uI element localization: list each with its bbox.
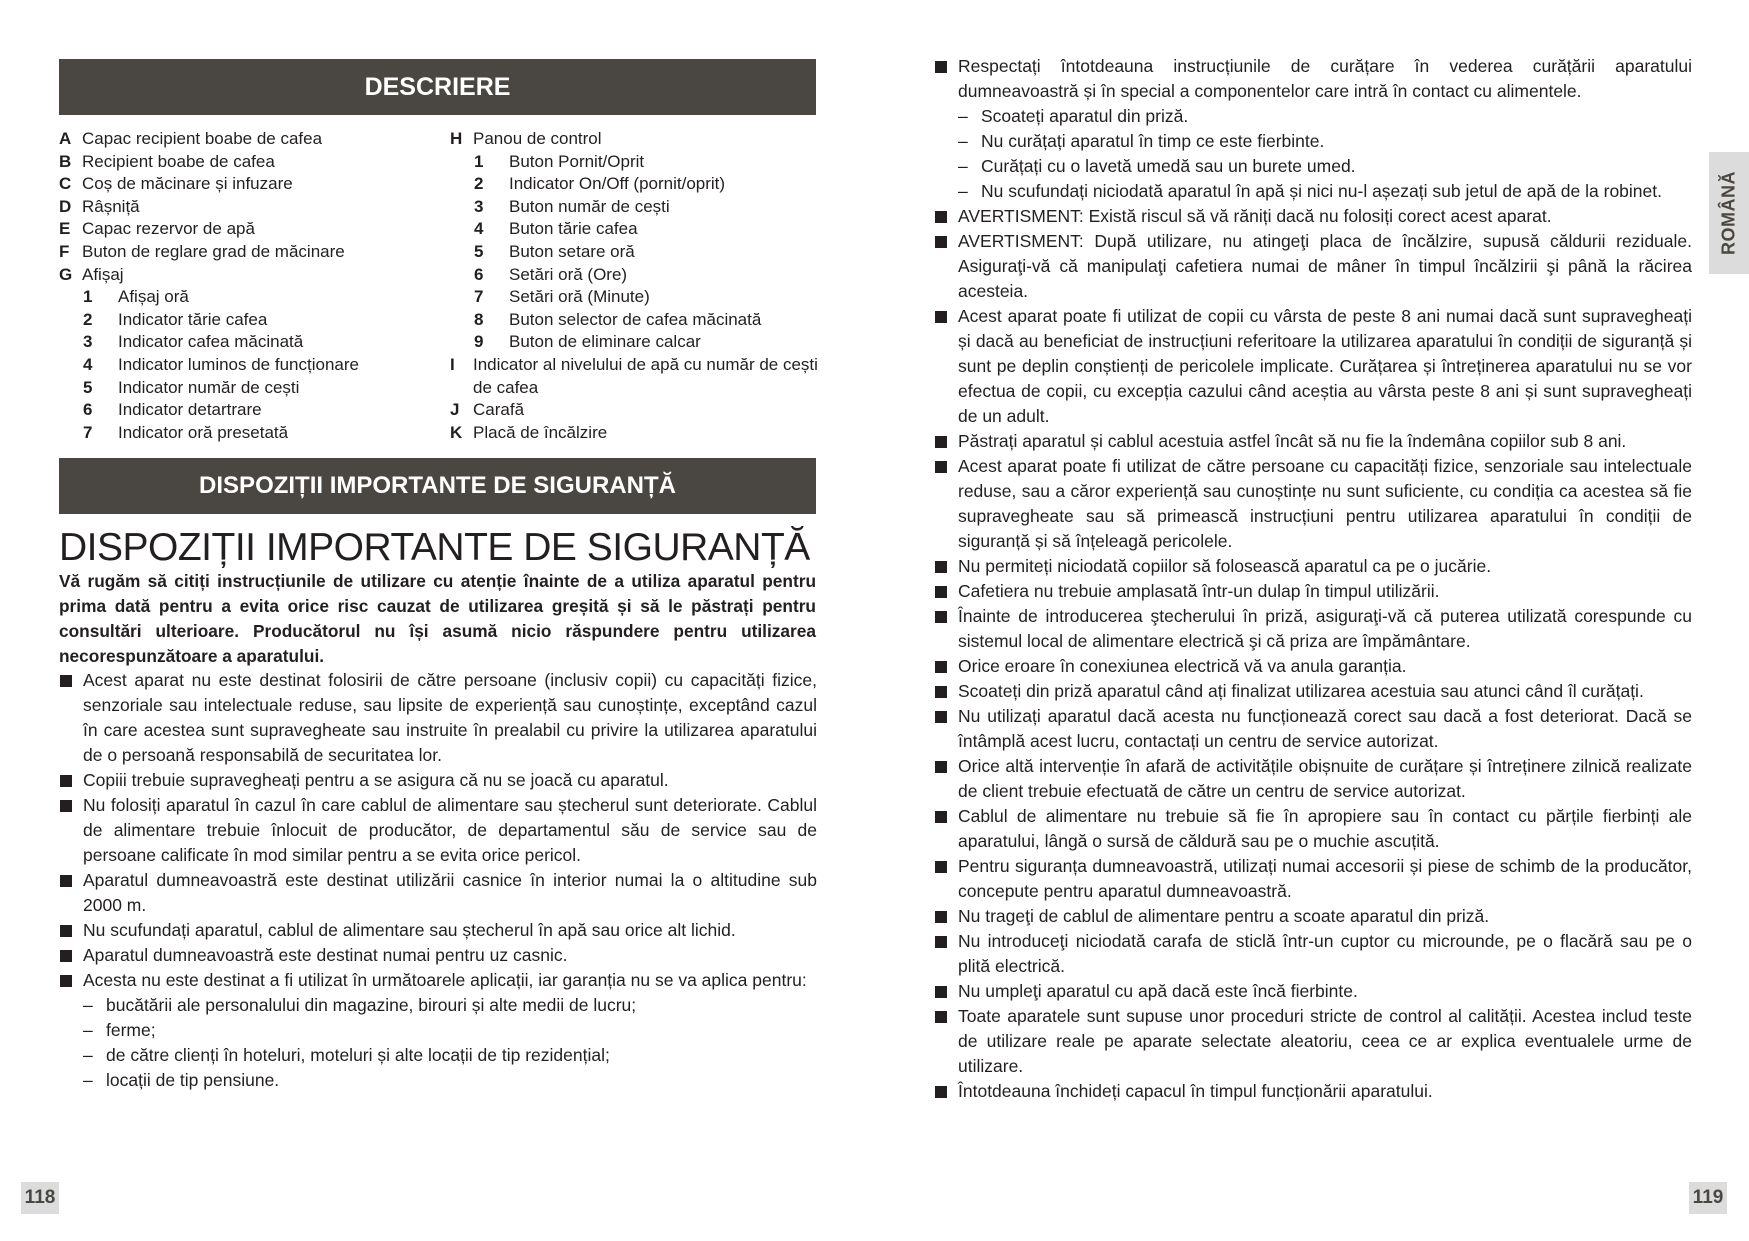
legend-item: D Râșniță: [59, 196, 140, 216]
bullet-square-icon: [935, 611, 947, 623]
list-item: Întotdeauna închideți capacul în timpul funcționării aparatului.: [934, 1079, 1692, 1104]
legend-subitem: 6 Setări oră (Ore): [474, 264, 628, 284]
bullet-square-icon: [60, 950, 72, 962]
bullet-square-icon: [935, 1086, 947, 1098]
legend-subitem: 2 Indicator On/Off (pornit/oprit): [474, 174, 726, 194]
legend-item: I Indicator al nivelului de apă cu număr de cești de cafea: [450, 354, 818, 397]
sub-list-item: – de către clienți în hoteluri, moteluri și alte locații de tip rezidențial;: [59, 1043, 817, 1068]
list-item: Toate aparatele sunt supuse unor proceduri stricte de control al calității. Acestea includ teste de utilizare reale pe aparate selectate aleatoriu, ceea ce ar explica eventualele urme de utilizare.: [934, 1004, 1692, 1079]
list-item: Nu introduceţi niciodată carafa de sticlă într-un cuptor cu microunde, pe o flacără sau pe o plită electrică.: [934, 929, 1692, 979]
list-item: Orice eroare în conexiunea electrică vă va anula garanția.: [934, 654, 1692, 679]
list-item: Acest aparat poate fi utilizat de către persoane cu capacități fizice, senzoriale sau intelectuale reduse, sau a căror experiență sau cunoștințe nu sunt suficiente, cu condiția ca acestea să fie supravegheate sau să primească instrucțiuni pentru utilizarea aparatului în condiții de siguranță și să înțeleagă pericolele.: [934, 454, 1692, 554]
legend-subitem: 1 Afișaj oră: [83, 287, 189, 307]
bullet-square-icon: [60, 925, 72, 937]
list-item: Înainte de introducerea ştecherului în priză, asiguraţi-vă că puterea utilizată corespunde cu sistemul local de alimentare electrică şi că priza are împământare.: [934, 604, 1692, 654]
list-item: Respectați întotdeauna instrucțiunile de curățare în vederea curățării aparatului dumneavoastră și în special a componentelor care intră în contact cu alimentele.: [934, 54, 1692, 104]
page-number: 118: [21, 1182, 59, 1214]
legend-subitem: 7 Indicator oră presetată: [83, 422, 289, 442]
safety-intro: Vă rugăm să citiți instrucțiunile de utilizare cu atenție înainte de a utiliza aparatul pentru prima dată pentru a evita orice risc cauzat de utilizarea greșită și să le păstrați pentru consultări ulterioare. Producătorul nu își asumă nicio răspundere pentru utilizarea necorespunzătoare a aparatului.: [59, 571, 816, 666]
legend-item: K Placă de încălzire: [450, 422, 608, 442]
right-safety-list: [934, 54, 1692, 1104]
sub-list-item: – ferme;: [59, 1018, 817, 1043]
legend-item: H Panou de control: [450, 129, 602, 148]
dash-icon: –: [83, 1020, 93, 1040]
list-item: Nu folosiți aparatul în cazul în care cablul de alimentare sau ștecherul sunt deteriorate. Cablul de alimentare trebuie înlocuit de producător, de departamentul său de service sau de persoane calificate în mod similar pentru a se evita orice pericol.: [59, 793, 817, 868]
sub-list-item: – Curățați cu o lavetă umedă sau un burete umed.: [934, 154, 1692, 179]
list-item: AVERTISMENT: După utilizare, nu atingeţi placa de încălzire, supusă căldurii reziduale. Asiguraţi-vă că manipulaţi cafetiera numai de mâner în timpul încălzirii şi până la răcirea acesteia.: [934, 229, 1692, 304]
list-item: Nu utilizați aparatul dacă acesta nu funcționează corect sau dacă a fost deteriorat. Dacă se întâmplă acest lucru, contactați un centru de service autorizat.: [934, 704, 1692, 754]
language-tab-label: ROMÂNĂ: [1718, 171, 1739, 255]
left-safety-list: [59, 668, 817, 1093]
dash-icon: –: [958, 181, 968, 201]
safety-heading: DISPOZIȚII IMPORTANTE DE SIGURANȚĂ: [59, 526, 810, 569]
sub-list-item: – Scoateți aparatul din priză.: [934, 104, 1692, 129]
legend-subitem: 9 Buton de eliminare calcar: [474, 332, 701, 352]
bullet-square-icon: [935, 1011, 947, 1023]
legend-item: B Recipient boabe de cafea: [59, 151, 275, 171]
legend-item: E Capac rezervor de apă: [59, 219, 255, 239]
sub-list-item: – bucătării ale personalului din magazine, birouri și alte medii de lucru;: [59, 993, 817, 1018]
bullet-square-icon: [935, 811, 947, 823]
list-item: Aparatul dumneavoastră este destinat utilizării casnice în interior numai la o altitudine sub 2000 m.: [59, 868, 817, 918]
list-item: Aparatul dumneavoastră este destinat numai pentru uz casnic.: [59, 943, 817, 968]
bullet-square-icon: [935, 436, 947, 448]
dash-icon: –: [83, 1045, 93, 1065]
list-item: Acesta nu este destinat a fi utilizat în următoarele aplicații, iar garanția nu se va aplica pentru:: [59, 968, 817, 993]
parts-legend-column-1: [59, 128, 439, 444]
legend-item: A Capac recipient boabe de cafea: [59, 129, 323, 148]
legend-subitem: 4 Buton tărie cafea: [474, 219, 638, 239]
bullet-square-icon: [935, 211, 947, 223]
language-tab: [1709, 152, 1749, 274]
bullet-square-icon: [935, 861, 947, 873]
legend-subitem: 8 Buton selector de cafea măcinată: [474, 309, 762, 329]
sub-list-item: – Nu curățați aparatul în timp ce este fierbinte.: [934, 129, 1692, 154]
dash-icon: –: [958, 131, 968, 151]
legend-item: F Buton de reglare grad de măcinare: [59, 241, 345, 261]
legend-subitem: 3 Buton număr de cești: [474, 196, 670, 216]
list-item: Acest aparat nu este destinat folosirii de către persoane (inclusiv copii) cu capacități fizice, senzoriale sau intelectuale reduse, sau lipsite de experiență sau cunoștințe, exceptând cazul în care acestea sunt supravegheate sau instruite în prealabil cu privire la utilizarea aparatului de o persoană responsabilă de securitatea lor.: [59, 668, 817, 768]
bullet-square-icon: [935, 761, 947, 773]
bullet-square-icon: [60, 875, 72, 887]
bullet-square-icon: [935, 61, 947, 73]
bullet-square-icon: [935, 936, 947, 948]
description-section-band: [59, 59, 816, 115]
bullet-square-icon: [935, 711, 947, 723]
list-item: Acest aparat poate fi utilizat de copii cu vârsta de peste 8 ani numai dacă sunt supravegheați și dacă au beneficiat de instrucțiuni referitoare la utilizarea aparatului în condiții de siguranță și sunt pe deplin conștienți de pericolele implicate. Curățarea și întreținerea aparatului nu se vor efectua de copii, cu excepția cazului când aceștia au vârsta peste 8 ani și sunt supravegheați de un adult.: [934, 304, 1692, 429]
legend-item: G Afișaj: [59, 264, 124, 284]
parts-legend-column-2: [450, 128, 820, 444]
dash-icon: –: [958, 106, 968, 126]
legend-subitem: 5 Buton setare oră: [474, 241, 635, 261]
bullet-square-icon: [935, 661, 947, 673]
list-item: Păstrați aparatul și cablul acestuia astfel încât să nu fie la îndemâna copiilor sub 8 ani.: [934, 429, 1692, 454]
bullet-square-icon: [935, 911, 947, 923]
list-item: Scoateți din priză aparatul când ați finalizat utilizarea acestuia sau atunci când îl curățați.: [934, 679, 1692, 704]
list-item: Nu permiteți niciodată copiilor să folosească aparatul ca pe o jucărie.: [934, 554, 1692, 579]
list-item: Nu umpleţi aparatul cu apă dacă este încă fierbinte.: [934, 979, 1692, 1004]
list-item: Cablul de alimentare nu trebuie să fie în apropiere sau în contact cu părțile fierbinți ale aparatului, lângă o sursă de căldură sau pe o muchie ascuțită.: [934, 804, 1692, 854]
bullet-square-icon: [60, 775, 72, 787]
page-number: 119: [1689, 1182, 1727, 1214]
list-item: Pentru siguranța dumneavoastră, utilizați numai accesorii și piese de schimb de la producător, concepute pentru aparatul dumneavoastră.: [934, 854, 1692, 904]
legend-subitem: 7 Setări oră (Minute): [474, 287, 650, 307]
bullet-square-icon: [935, 561, 947, 573]
bullet-square-icon: [60, 975, 72, 987]
legend-subitem: 3 Indicator cafea măcinată: [83, 332, 304, 352]
left-page: [0, 0, 874, 1241]
sub-list-item: – locații de tip pensiune.: [59, 1068, 817, 1093]
legend-subitem: 5 Indicator număr de cești: [83, 377, 300, 397]
description-section-title: DESCRIERE: [364, 73, 511, 101]
legend-subitem: 4 Indicator luminos de funcționare: [83, 354, 359, 374]
bullet-square-icon: [60, 800, 72, 812]
list-item: AVERTISMENT: Există riscul să vă răniți dacă nu folosiți corect acest aparat.: [934, 204, 1692, 229]
bullet-square-icon: [935, 986, 947, 998]
dash-icon: –: [83, 1070, 93, 1090]
legend-item: C Coș de măcinare și infuzare: [59, 174, 293, 194]
list-item: Cafetiera nu trebuie amplasată într-un dulap în timpul utilizării.: [934, 579, 1692, 604]
bullet-square-icon: [935, 586, 947, 598]
sub-list-item: – Nu scufundați niciodată aparatul în apă și nici nu-l așezați sub jetul de apă de la robinet.: [934, 179, 1692, 204]
legend-subitem: 1 Buton Pornit/Oprit: [474, 151, 645, 171]
bullet-square-icon: [935, 236, 947, 248]
legend-subitem: 6 Indicator detartrare: [83, 400, 262, 420]
bullet-square-icon: [935, 311, 947, 323]
dash-icon: –: [958, 156, 968, 176]
list-item: Copiii trebuie supravegheați pentru a se asigura că nu se joacă cu aparatul.: [59, 768, 817, 793]
list-item: Nu scufundați aparatul, cablul de alimentare sau ștecherul în apă sau orice alt lichid.: [59, 918, 817, 943]
bullet-square-icon: [935, 461, 947, 473]
list-item: Orice altă intervenție în afară de activitățile obișnuite de curățare și întreținere zilnică realizate de client trebuie efectuată de către un centru de service autorizat.: [934, 754, 1692, 804]
bullet-square-icon: [60, 675, 72, 687]
safety-section-band: [59, 458, 816, 514]
bullet-square-icon: [935, 686, 947, 698]
legend-subitem: 2 Indicator tărie cafea: [83, 309, 268, 329]
legend-item: J Carafă: [450, 400, 525, 420]
dash-icon: –: [83, 995, 93, 1015]
safety-section-title: DISPOZIȚII IMPORTANTE DE SIGURANȚĂ: [199, 472, 676, 499]
list-item: Nu trageţi de cablul de alimentare pentru a scoate aparatul din priză.: [934, 904, 1692, 929]
